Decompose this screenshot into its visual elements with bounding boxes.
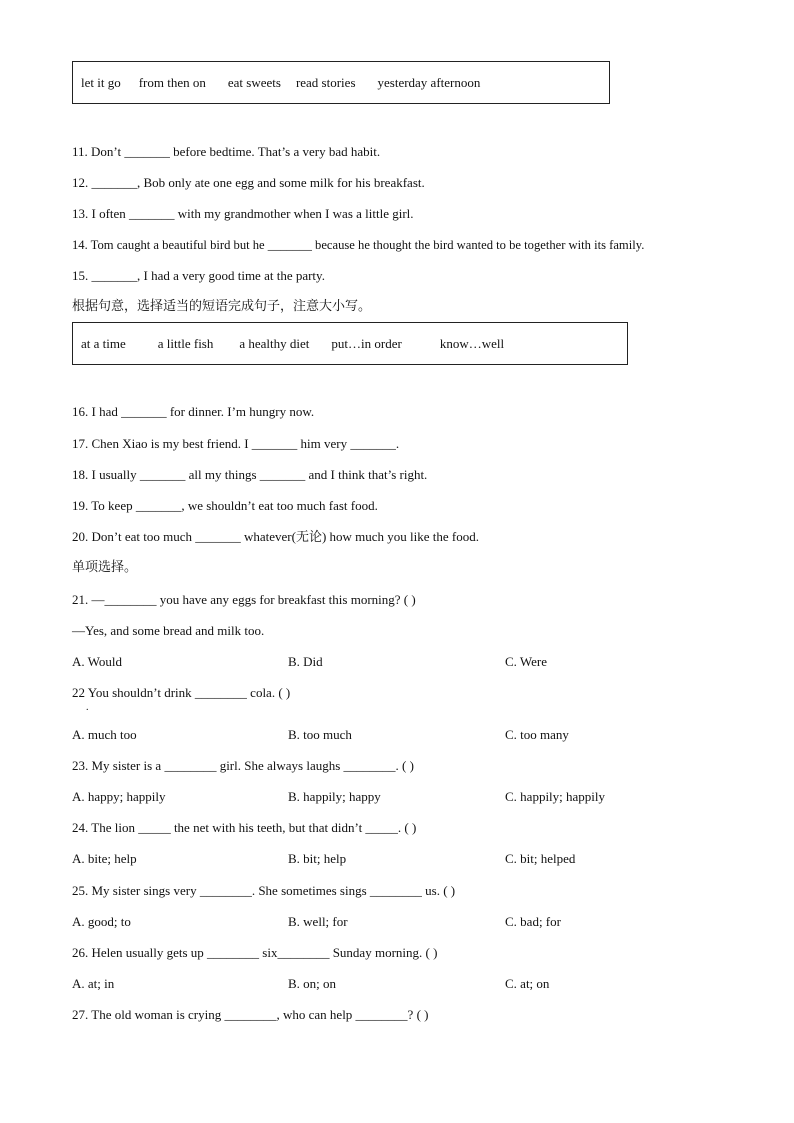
option-a: A. bite; help [72, 851, 137, 866]
question-27: 27. The old woman is crying ________, who can help ________? ( ) [72, 1007, 429, 1022]
option-b: B. well; for [288, 914, 348, 929]
phrase: a healthy diet [239, 335, 310, 351]
word-box-1 [72, 61, 610, 104]
question-19: 19. To keep _______, we shouldn’t eat too much fast food. [72, 498, 378, 513]
phrase: yesterday afternoon [377, 74, 481, 90]
option-b: B. bit; help [288, 851, 347, 866]
option-b: B. on; on [288, 976, 337, 991]
option-c: C. happily; happily [505, 789, 606, 804]
question-13: 13. I often _______ with my grandmother when I was a little girl. [72, 206, 414, 221]
option-a: A. much too [72, 727, 137, 742]
option-c: C. at; on [505, 976, 550, 991]
phrase: from then on [138, 74, 206, 90]
question-18: 18. I usually _______ all my things _______ and I think that’s right. [72, 467, 428, 482]
phrase: at a time [81, 335, 126, 351]
question-11: 11. Don’t _______ before bedtime. That’s a very bad habit. [72, 144, 381, 159]
question-24: 24. The lion _____ the net with his teeth, but that didn’t _____. ( ) [72, 820, 417, 835]
question-21-reply: —Yes, and some bread and milk too. [72, 623, 265, 638]
section-title: 单项选择。 [72, 560, 138, 575]
option-a: A. happy; happily [72, 789, 166, 804]
phrase: let it go [81, 74, 121, 90]
phrase: eat sweets [227, 74, 281, 90]
option-a: A. good; to [72, 914, 131, 929]
question-21: 21. —________ you have any eggs for breakfast this morning? ( ) [72, 592, 416, 607]
option-c: C. too many [505, 727, 569, 742]
question-14: 14. Tom caught a beautiful bird but he _______ because he thought the bird wanted to be together with its family. [72, 238, 645, 252]
option-b: B. Did [288, 654, 323, 669]
option-a: A. at; in [72, 976, 115, 991]
section-title: 根据句意，选择适当的短语完成句子，注意大小写。 [72, 299, 372, 314]
option-b: B. too much [288, 727, 352, 742]
phrase: read stories [295, 74, 356, 90]
word-box-2 [72, 322, 628, 365]
question-12: 12. _______, Bob only ate one egg and some milk for his breakfast. [72, 175, 425, 190]
question-22: 22 You shouldn’t drink ________ cola. ( ) [72, 685, 291, 700]
phrase: know…well [439, 335, 505, 351]
question-15: 15. _______, I had a very good time at the party. [72, 268, 325, 283]
question-16: 16. I had _______ for dinner. I’m hungry now. [72, 404, 315, 419]
option-b: B. happily; happy [288, 789, 381, 804]
phrase: a little fish [157, 335, 214, 351]
option-c: C. Were [505, 654, 548, 669]
phrase: put…in order [331, 335, 402, 351]
question-17: 17. Chen Xiao is my best friend. I _______ him very _______. [72, 436, 400, 451]
option-c: C. bad; for [505, 914, 561, 929]
question-25: 25. My sister sings very ________. She sometimes sings ________ us. ( ) [72, 883, 456, 898]
option-c: C. bit; helped [505, 851, 576, 866]
question-23: 23. My sister is a ________ girl. She always laughs ________. ( ) [72, 758, 414, 773]
question-20: 20. Don’t eat too much _______ whatever(无论) how much you like the food. [72, 529, 480, 544]
option-a: A. Would [72, 654, 122, 669]
question-26: 26. Helen usually gets up ________ six________ Sunday morning. ( ) [72, 945, 438, 960]
stray-dot: . [86, 702, 89, 713]
